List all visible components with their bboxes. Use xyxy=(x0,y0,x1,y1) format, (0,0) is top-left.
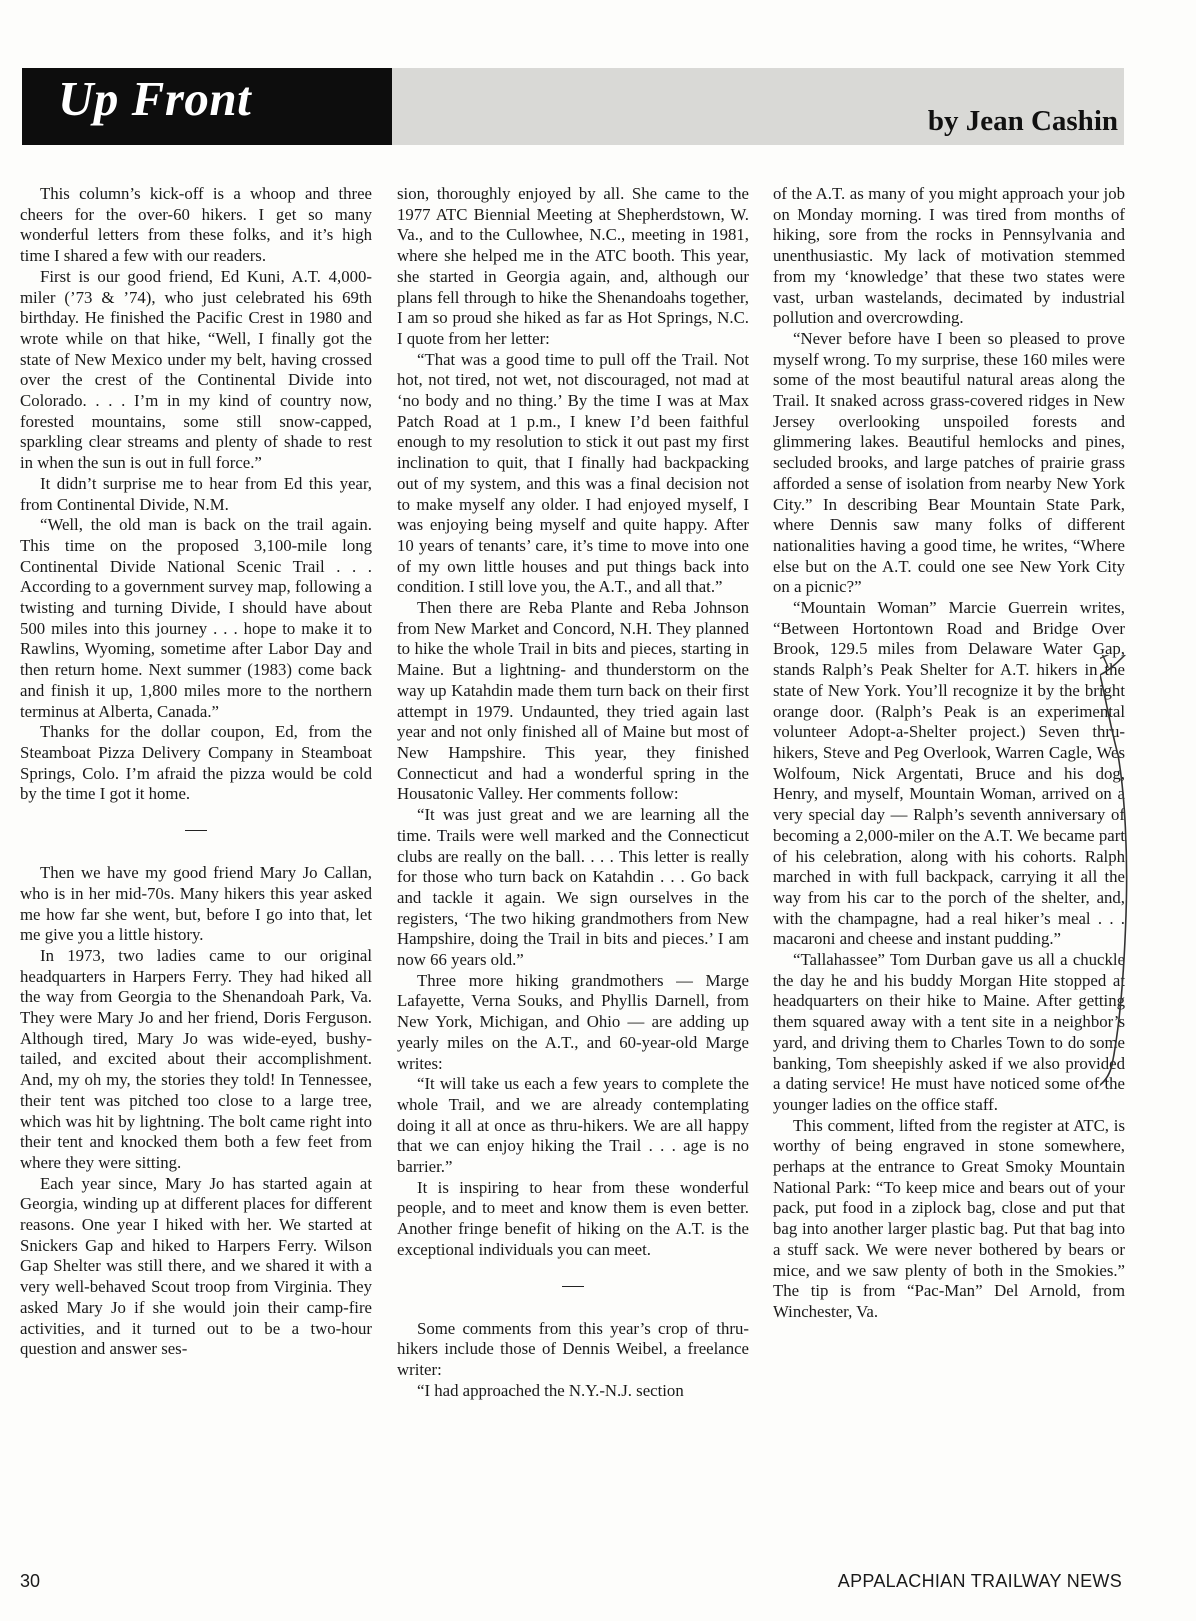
paragraph: “I had approached the N.Y.-N.J. section xyxy=(417,1380,684,1400)
byline: by Jean Cashin xyxy=(927,105,1118,137)
paragraph: “Never before have I been so pleased to prove myself wrong. To my surprise, these 160 miles were some of the most beautiful natural areas along the Trail. It snaked across grass-covered ridges in New Jersey overlooking unspoiled forests and glimmering lakes. Beautiful hemlocks and pines, secluded brooks, and large patches of prairie grass afforded a sense of isolation from nearby New York City.” In describing Bear Mountain State Park, where Dennis saw many folks of different nationalities having a good time, he writes, “Where else but on the A.T. could one see New York City on a picnic?” xyxy=(773,328,1125,597)
paragraph: “That was a good time to pull off the Trail. Not hot, not tired, not wet, not discouraged, not mad at ‘no body and no thing.’ By the time I was at Max Patch Road at 1 p.m., I knew I’d been faithful enough to my resolution to stick it out past my first inclination to quit, that I finally had backpacking out of my system, and this was a final decision not to make myself any older. I had enjoyed myself, I was enjoying being myself and quite happy. After 10 years of tenants’ care, it’s time to move into one of my own little houses and put things back into condition. I still love you, the A.T., and all that.” xyxy=(397,349,749,597)
paragraph: Then we have my good friend Mary Jo Callan, who is in her mid-70s. Many hikers this year asked me how far she went, but, before I go into that, let me give you a little history. xyxy=(20,863,372,945)
publication-name: APPALACHIAN TRAILWAY NEWS xyxy=(837,1571,1122,1591)
paragraph: “It will take us each a few years to complete the whole Trail, and we are already contemplating doing it all at once as thru-hikers. We are all happy that we can enjoy hiking the Trail . . . age is no barrier.” xyxy=(397,1074,749,1177)
article-column-3 xyxy=(773,184,1125,1323)
paragraph: sion, thoroughly enjoyed by all. She came to the 1977 ATC Biennial Meeting at Shepherdstown, W. Va., and to the Cullowhee, N.C., meeting in 1981, where she helped me in the ATC booth. This year, she started in Georgia again, and, although our plans fell through to hike the Shenandoahs together, I am so proud she hiked as far as Hot Springs, N.C. I quote from her letter: xyxy=(397,184,749,348)
paragraph: “It was just great and we are learning all the time. Trails were well marked and the Connecticut clubs are really on the ball. . . . This letter is really for those who turn back on Katahdin . . . Go back and tackle it again. We sign ourselves in the registers, ‘The two hiking grandmothers from New Hampshire, doing the Trail in bits and pieces.’ I am now 66 years old.” xyxy=(397,805,749,970)
paragraph: Then there are Reba Plante and Reba Johnson from New Market and Concord, N.H. They planned to hike the whole Trail in bits and pieces, starting in Maine. But a lightning- and thunderstorm on the way up Katahdin made them turn back on their first attempt in 1979. Undaunted, they tried again last year and not only finished all of Maine but most of New Hampshire. This year, they finished Connecticut and had a wonderful spring in the Housatonic Valley. Her comments follow: xyxy=(397,598,749,804)
paragraph: “Mountain Woman” Marcie Guerrein writes, “Between Hortontown Road and Bridge Over Brook, 129.5 miles from Delaware Water Gap, stands Ralph’s Peak Shelter for A.T. hikers in the state of New York. You’ll recognize it by the bright orange door. (Ralph’s Peak is an experimental volunteer Adopt-a-Shelter project.) Seven thru-hikers, Steve and Peg Overlook, Warren Cagle, Wes Wolfoum, Nick Argentati, Bruce and his dog, Henry, and myself, Mountain Woman, arrived on a very special day — Ralph’s seventh anniversary of becoming a 2,000-miler on the A.T. We became part of his celebration, along with his cohorts. Ralph marched in with full backpack, carrying it all the way from his car to the porch of the shelter, and, with the champagne, had a real hiker’s meal . . . macaroni and cheese and instant pudding.” xyxy=(773,598,1125,949)
paragraph: Some comments from this year’s crop of thru-hikers include those of Dennis Weibel, a freelance writer: xyxy=(397,1318,749,1379)
paragraph: It is inspiring to hear from these wonderful people, and to meet and know them is even better. Another fringe benefit of hiking on the A.T. is the exceptional individuals you can meet. xyxy=(397,1177,749,1259)
section-divider xyxy=(562,1286,584,1287)
handwritten-bracket-annotation xyxy=(1100,655,1180,1105)
paragraph: “Well, the old man is back on the trail again. This time on the proposed 3,100-mile long Continental Divide National Scenic Trail . . . According to a government survey map, following a twisting and turning Divide, I should have about 500 miles into this journey . . . hope to make it to Rawlins, Wyoming, sometime after Labor Day and then return home. Next summer (1983) come back and finish it up, 1,800 miles more to the northern terminus at Alberta, Canada.” xyxy=(20,515,372,721)
paragraph: Each year since, Mary Jo has started again at Georgia, winding up at different places for different reasons. One year I hiked with her. We started at Snickers Gap and hiked to Harpers Ferry. Wilson Gap Shelter was still there, and we shared it with a very well-behaved Scout troop from Virginia. They asked Mary Jo if she would join their camp-fire activities, and it turned out to be a two-hour question and answer ses- xyxy=(20,1173,372,1359)
paragraph: “Tallahassee” Tom Durban gave us all a chuckle the day he and his buddy Morgan Hite stopped at headquarters on their hike to Maine. After getting them squared away with a tent site in a neighbor’s yard, and driving them to Charles Town to do some banking, Tom sheepishly asked if we also provided a dating service! He must have noticed some of the younger ladies on the office staff. xyxy=(773,950,1125,1114)
paragraph: First is our good friend, Ed Kuni, A.T. 4,000-miler (’73 & ’74), who just celebrated his 69th birthday. He finished the Pacific Crest in 1980 and wrote while on that hike, “Well, I finally got the state of New Mexico under my belt, having crossed over the crest of the Continental Divide into Colorado. . . . I’m in my kind of country now, forested mountains, some still snow-capped, sparkling clear streams and plenty of shade to rest in when the sun is out in full force.” xyxy=(20,266,372,473)
paragraph: Thanks for the dollar coupon, Ed, from the Steamboat Pizza Delivery Company in Steamboat Springs, Colo. I’m afraid the pizza would be cold by the time I got it home. xyxy=(20,722,372,804)
column-title: Up Front xyxy=(58,71,252,126)
paragraph: It didn’t surprise me to hear from Ed this year, from Continental Divide, N.M. xyxy=(20,473,372,514)
paragraph: In 1973, two ladies came to our original headquarters in Harpers Ferry. They had hiked all the way from Georgia to the Shenandoah Park, Va. They were Mary Jo and her friend, Doris Ferguson. Although tired, Mary Jo was wide-eyed, bushy-tailed, and excited about their accomplishment. And, my oh my, the stories they told! In Tennessee, their tent was pitched too close to a large tree, which was hit by lightning. The bolt came right into their tent and knocked them both a few feet from where they were sitting. xyxy=(20,945,372,1172)
paragraph: This comment, lifted from the register at ATC, is worthy of being engraved in stone somewhere, perhaps at the entrance to Great Smoky Mountain National Park: “To keep mice and bears out of your pack, put food in a ziplock bag, close and put that bag into another larger plastic bag. Put that bag into a stuff sack. We were never bothered by bears or mice, and we saw plenty of both in the Smokies.” The tip is from “Pac-Man” Del Arnold, from Winchester, Va. xyxy=(773,1115,1125,1321)
article-column-1 xyxy=(20,184,372,1360)
paragraph: This column’s kick-off is a whoop and three cheers for the over-60 hikers. I get so many wonderful letters from these folks, and it’s high time I shared a few with our readers. xyxy=(20,184,372,266)
page-number: 30 xyxy=(20,1571,41,1591)
paragraph: Three more hiking grandmothers — Marge Lafayette, Verna Souks, and Phyllis Darnell, from New York, Michigan, and Ohio — are adding up yearly miles on the A.T., and 60-year-old Marge writes: xyxy=(397,970,749,1073)
article-column-2 xyxy=(397,184,749,1401)
section-divider xyxy=(185,830,207,831)
paragraph: of the A.T. as many of you might approach your job on Monday morning. I was tired from months of hiking, sore from the rocks in Pennsylvania and unenthusiastic. My lack of motivation stemmed from my ‘knowledge’ that these two states were vast, urban wastelands, decimated by industrial pollution and overcrowding. xyxy=(773,184,1125,328)
